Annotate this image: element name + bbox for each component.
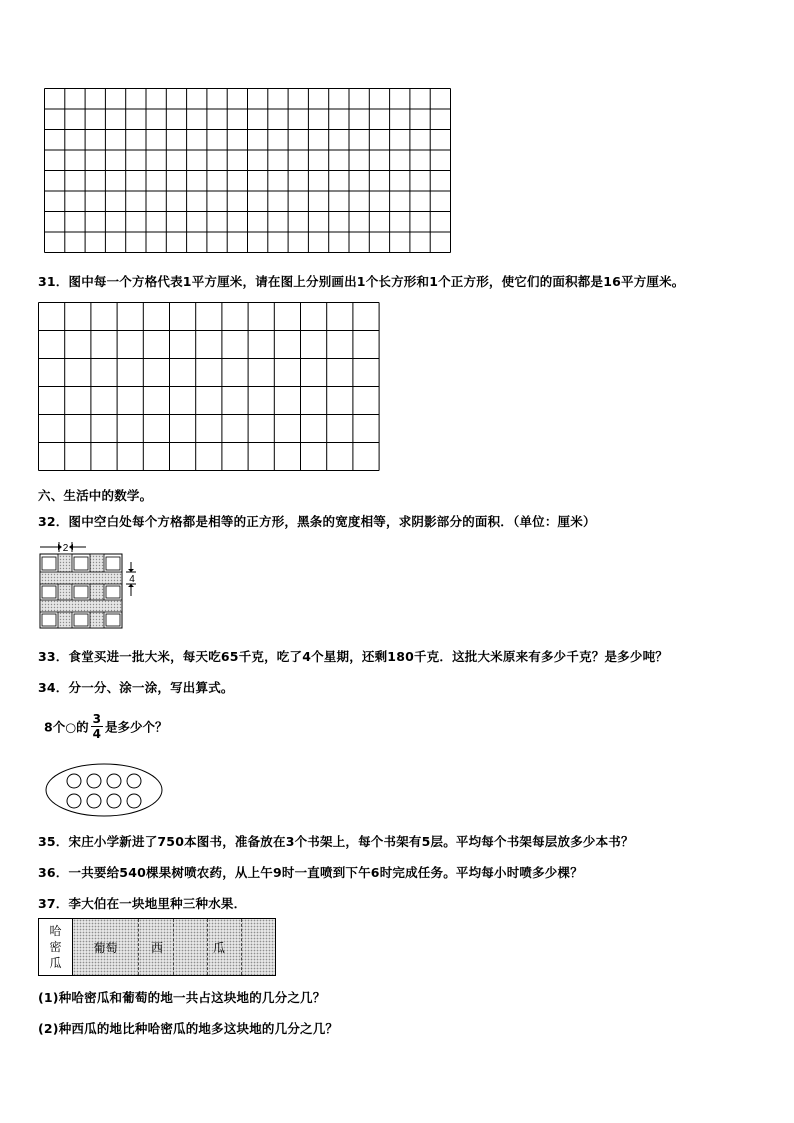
question-35 — [38, 832, 634, 850]
section-title: 六、生活中的数学。 — [38, 488, 153, 503]
grape-label: 葡萄 — [93, 940, 118, 955]
divider — [173, 919, 174, 975]
question-number: 33． — [38, 649, 69, 664]
circle-item — [67, 774, 81, 788]
question-37-sub2: (2)种西瓜的地比种哈密瓜的地多这块地的几分之几？ — [38, 1021, 339, 1036]
hami-melon-section — [39, 919, 73, 975]
grape-section — [73, 919, 139, 975]
question-text: 李大伯在一块地里种三种水果． — [68, 896, 247, 911]
circle-item — [127, 774, 141, 788]
question-text: 分一分、涂一涂，写出算式。 — [68, 680, 234, 695]
question-text: 图中空白处每个方格都是相等的正方形，黑条的宽度相等，求阴影部分的面积．（单位：厘米） — [68, 514, 596, 529]
question-text: 宋庄小学新进了750本图书，准备放在3个书架上，每个书架有5层。平均每个书架每层放多少本书？ — [68, 834, 634, 849]
question-37-sub1: (1)种哈密瓜和葡萄的地一共占这块地的几分之几？ — [38, 990, 326, 1005]
circle-item — [67, 794, 81, 808]
q32-figure — [38, 540, 148, 632]
melon-label-2: 瓜 — [213, 940, 226, 955]
fraction — [91, 712, 103, 741]
circle-item — [87, 794, 101, 808]
question-33 — [38, 647, 668, 665]
question-number: 32． — [38, 514, 69, 529]
q34-oval-circles — [44, 762, 168, 818]
circle-item — [107, 774, 121, 788]
fraction-denominator: 4 — [92, 727, 101, 741]
question-text: 一共要给540棵果树喷农药，从上午9时一直喷到下午6时完成任务。平均每小时喷多少棵？ — [68, 865, 583, 880]
height-label: 4 — [129, 574, 135, 585]
question-number: 37． — [38, 896, 69, 911]
melon-label-1: 西 — [151, 940, 164, 955]
divider — [241, 919, 242, 975]
question-32 — [38, 512, 596, 530]
circle-item — [127, 794, 141, 808]
divider — [207, 919, 208, 975]
question-text: 食堂买进一批大米，每天吃65千克，吃了4个星期，还剩180千克．这批大米原来有多少千克？是多少吨？ — [68, 649, 668, 664]
top-grid — [44, 88, 454, 254]
question-37 — [38, 894, 246, 912]
question-34 — [38, 678, 234, 696]
question-number: 31． — [38, 274, 69, 289]
expr-prefix: 8个○的 — [44, 719, 89, 735]
watermelon-section — [139, 919, 275, 975]
question-text: 图中每一个方格代表1平方厘米，请在图上分别画出1个长方形和1个正方形，使它们的面积都是16平方厘米。 — [68, 274, 685, 289]
label-char: 哈 — [49, 924, 62, 938]
fraction-numerator: 3 — [92, 712, 101, 726]
q34-expression — [44, 712, 167, 741]
question-number: 35． — [38, 834, 69, 849]
question-number: 34． — [38, 680, 69, 695]
question-number: 36． — [38, 865, 69, 880]
label-char: 密 — [49, 940, 62, 954]
question-36 — [38, 863, 583, 881]
question-31 — [38, 272, 685, 290]
circle-item — [87, 774, 101, 788]
circle-item — [107, 794, 121, 808]
expr-suffix: 是多少个？ — [104, 719, 168, 735]
width-label: 2 — [62, 543, 69, 554]
label-char: 瓜 — [49, 956, 62, 970]
fruit-plot-diagram — [38, 918, 276, 976]
q31-grid — [38, 302, 382, 472]
